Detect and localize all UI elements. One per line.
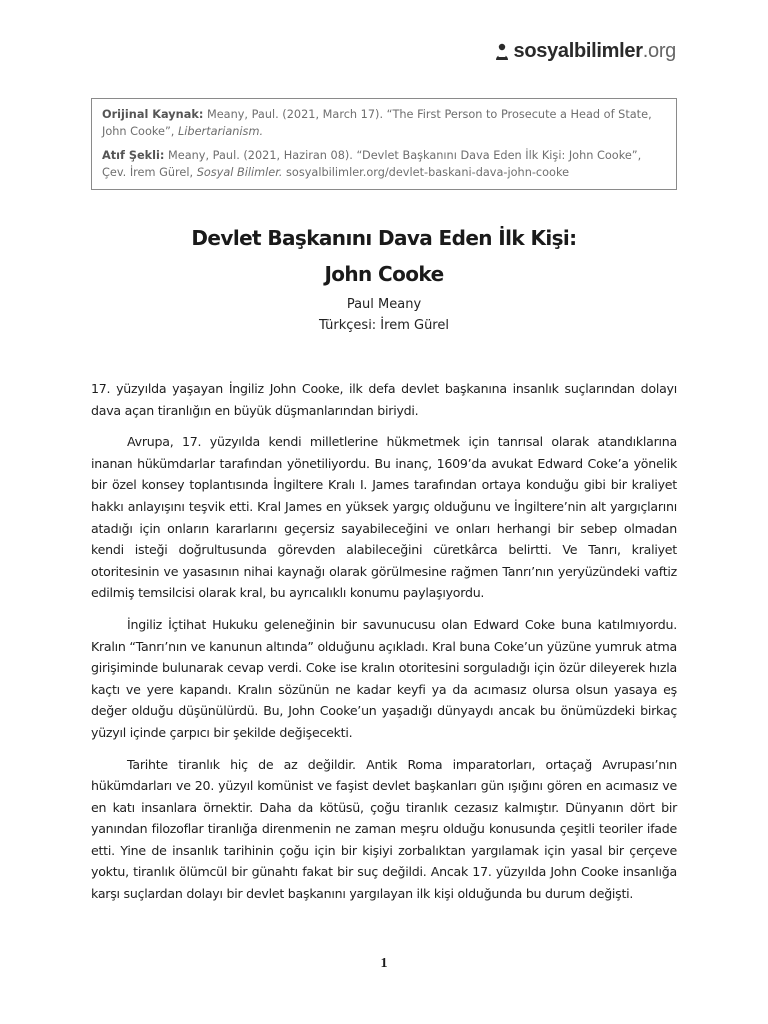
logo-person-icon bbox=[494, 43, 510, 61]
translator-name: Türkçesi: İrem Gürel bbox=[319, 318, 449, 333]
title-line-1: Devlet Başkanını Dava Eden İlk Kişi: bbox=[191, 226, 577, 250]
paragraph: 17. yüzyılda yaşayan İngiliz John Cooke, ilk defa devlet başkanına insanlık suçlarından dolayı dava açan tiranlığın en büyük düşmanlarından biriydi. bbox=[91, 381, 677, 418]
citation-format-label: Atıf Şekli: bbox=[102, 149, 165, 162]
citation-format-text: Meany, Paul. (2021, Haziran 08). “Devlet Başkanını Dava Eden İlk Kişi: John Cooke”, Çev. İrem Gürel, bbox=[102, 149, 642, 179]
byline bbox=[0, 294, 768, 336]
author-name: Paul Meany bbox=[346, 297, 422, 312]
logo-brand-text: sosyalbilimler bbox=[513, 40, 643, 62]
paragraph: Tarihte tiranlık hiç de az değildir. Antik Roma imparatorları, ortaçağ Avrupası’nın hükümdarları ve 20. yüzyıl komünist ve faşist devlet başkanları gün ışığını gören en acımasız ve en katı insanlara örnektir. Daha da kötüsü, çoğu tiranlık cezasız kalmıştır. Dünyanın dört bir yanından filozoflar tiranlığa direnmenin ne zaman meşru olduğu konusunda çeşitli teoriler ifade etti. Yine de insanlık tarihinin çoğu için bir kişiyi zorbalıktan yargılamak için yasal bir çerçeve yoktu, tiranlık ölümcül bir günahtı fakat bir suç değildi. Ancak 17. yüzyılda John Cooke insanlığa karşı suçlardan dolayı bir devlet başkanını yargılayan ilk kişi olduğunda bu durum değişti. bbox=[91, 756, 677, 902]
site-logo bbox=[494, 40, 676, 63]
paragraph: İngiliz İçtihat Hukuku geleneğinin bir savunucusu olan Edward Coke buna katılmıyordu. Kralın “Tanrı’nın ve kanunun altında” olduğunu açıkladı. Kral buna Coke’un yüzüne yumruk atma girişiminde bulunarak cevap verdi. Coke ise kralın otoritesini sorguladığı için özür dileyerek hızla kaçtı ve yere kapandı. Kralın sözünün ne kadar keyfi ya da acımasız olursa olsun yasaya eş değer olduğu düşünülürdü. Bu, John Cooke’un yaşadığı dünyaydı ancak bu önümüzdeki birkaç yüzyıl içinde çarpıcı bir şekilde değişecekti. bbox=[91, 616, 677, 740]
paragraph: Avrupa, 17. yüzyılda kendi milletlerine hükmetmek için tanrısal olarak atandıklarına inanan hükümdarlar tarafından yönetiliyordu. Bu inanç, 1609’da avukat Edward Coke’a yönelik bir özel konsey toplantısında İngiltere Kralı I. James tarafından ortaya konduğu gibi bir kraliyet hakkı anlayışını teşvik etti. Kral James en yüksek yargıç olduğunu ve İngiltere’nin alt yargıçlarını atadığı için onların kararlarını geçersiz sayabileceğini ve onları herhangi bir sebep olmadan kendi isteği doğrultusunda görevden alabileceğini cüretkârca belirtti. Ve Tanrı, kraliyet otoritesinin ve yasasının nihai kaynağı olarak görülmesine rağmen Tanrı’nın yeryüzündeki vaftiz edilmiş temsilcisi olarak kral, bu ayrıcalıklı konumu paylaşıyordu. bbox=[91, 434, 677, 601]
logo-tld-text: .org bbox=[642, 40, 676, 62]
original-source-label: Orijinal Kaynak: bbox=[102, 108, 204, 121]
title-line-2: John Cooke bbox=[324, 262, 444, 286]
original-source-line bbox=[102, 107, 666, 140]
page-number: 1 bbox=[380, 956, 388, 971]
article-body bbox=[91, 378, 677, 915]
original-source-publication: Libertarianism. bbox=[178, 124, 264, 138]
citation-format-line bbox=[102, 148, 666, 181]
citation-format-publication: Sosyal Bilimler. bbox=[196, 165, 283, 179]
article-title bbox=[0, 220, 768, 292]
citation-box bbox=[91, 98, 677, 190]
original-source-text: Meany, Paul. (2021, March 17). “The First Person to Prosecute a Head of State, John Cooke”, bbox=[102, 108, 652, 138]
citation-url[interactable]: sosyalbilimler.org/devlet-baskani-dava-john-cooke bbox=[282, 165, 570, 179]
